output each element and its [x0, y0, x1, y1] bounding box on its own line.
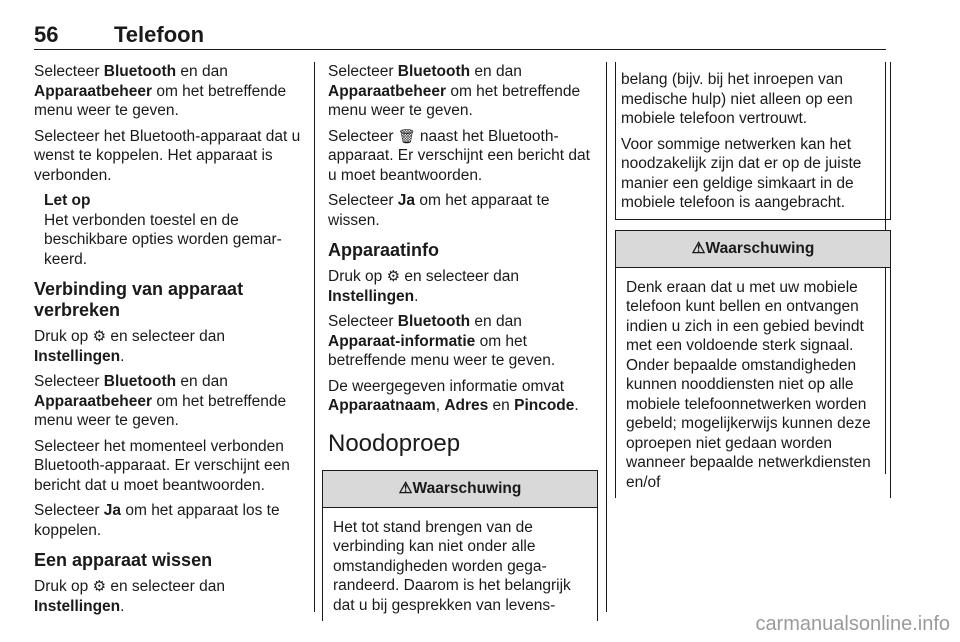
- page-header: [34, 22, 886, 50]
- paragraph: Selecteer Bluetooth en dan Apparaatbeheer om het betreffende menu weer te geven.: [328, 63, 581, 119]
- column-divider-2: [606, 62, 607, 612]
- paragraph: Druk op ⚙ en selecteer dan Instellingen.: [34, 578, 225, 615]
- warning-continuation-box: [615, 62, 891, 220]
- settings-gear-icon: ⚙: [386, 268, 401, 285]
- warning-box: [615, 230, 891, 499]
- header-rule: [34, 49, 886, 50]
- warning-title: ⚠Waarschuwing: [616, 231, 890, 268]
- paragraph: Selecteer Ja om het apparaat te wissen.: [328, 192, 550, 229]
- settings-gear-icon: ⚙: [92, 578, 107, 595]
- paragraph: Druk op ⚙ en selecteer dan Instellingen.: [328, 268, 519, 305]
- paragraph: Selecteer Bluetooth en dan Apparaatbeheer om het betreffende menu weer te geven.: [34, 373, 287, 429]
- trash-icon: 🗑: [397, 127, 416, 144]
- paragraph: Druk op ⚙ en selecteer dan Instellingen.: [34, 328, 225, 365]
- note-text: Het verbonden toestel en de beschikbare opties worden gemar-keerd.: [44, 211, 282, 268]
- column-1: [34, 62, 302, 622]
- heading-device-info: Apparaatinfo: [328, 240, 440, 260]
- column-divider-1: [314, 62, 315, 612]
- column-3: [621, 62, 885, 498]
- paragraph: Selecteer Bluetooth en dan Apparaat-informatie om het betreffende menu weer te geven.: [328, 313, 556, 369]
- note: [44, 191, 302, 269]
- heading-emergency-call: Noodoproep: [328, 429, 461, 457]
- warning-triangle-icon: ⚠: [398, 479, 413, 497]
- page-number: 56: [34, 22, 59, 47]
- paragraph: belang (bijv. bij het inroepen van medische hulp) niet alleen op een mobiele telefoon vertrouwt.: [621, 71, 853, 127]
- column-2: [328, 62, 592, 621]
- paragraph: Selecteer het Bluetooth-apparaat dat u wenst te koppelen. Het apparaat is verbonden.: [34, 127, 301, 184]
- settings-gear-icon: ⚙: [92, 328, 107, 345]
- watermark: carmanualsonline.info: [755, 613, 950, 635]
- paragraph: Selecteer Bluetooth en dan Apparaatbeheer om het betreffende menu weer te geven.: [34, 63, 287, 119]
- page-title: Telefoon: [114, 22, 205, 47]
- paragraph: Voor sommige netwerken kan het noodzakelijk zijn dat er op de juiste manier een geldige simkaart in de mobiele telefoon is aangebracht.: [621, 135, 862, 211]
- note-title: Let op: [44, 192, 91, 209]
- warning-text: Denk eraan dat u met uw mobiele telefoon kunt bellen en ontvangen indien u zich in een gebied bevindt met een voldoende sterk signaal. Onder bepaalde omstandigheden kunnen nooddiensten niet op alle mobiele telefoonnetwerken worden gebeld; mogelijkerwijs kunnen deze oproepen niet gedaan worden wanneer bepaalde netwerkdiensten en/of: [626, 278, 871, 491]
- heading-disconnect: Verbinding van apparaat verbreken: [34, 279, 244, 320]
- paragraph: Selecteer 🗑 naast het Bluetooth-apparaat. Er verschijnt een bericht dat u moet beantwoorden.: [328, 127, 590, 184]
- paragraph: De weergegeven informatie omvat Apparaatnaam, Adres en Pincode.: [328, 377, 579, 414]
- paragraph: Selecteer het momenteel verbonden Bluetooth-apparaat. Er verschijnt een bericht dat u moet beantwoorden.: [34, 437, 290, 494]
- warning-triangle-icon: ⚠: [691, 239, 706, 257]
- heading-delete: Een apparaat wissen: [34, 550, 213, 570]
- warning-box: [322, 470, 598, 622]
- warning-text: Het tot stand brengen van de verbinding kan niet onder alle omstandigheden worden gega-randeerd. Daarom is het belangrijk dat u bij gesprekken van levens-: [333, 518, 571, 614]
- warning-title: ⚠Waarschuwing: [323, 471, 597, 508]
- paragraph: Selecteer Ja om het apparaat los te koppelen.: [34, 502, 280, 539]
